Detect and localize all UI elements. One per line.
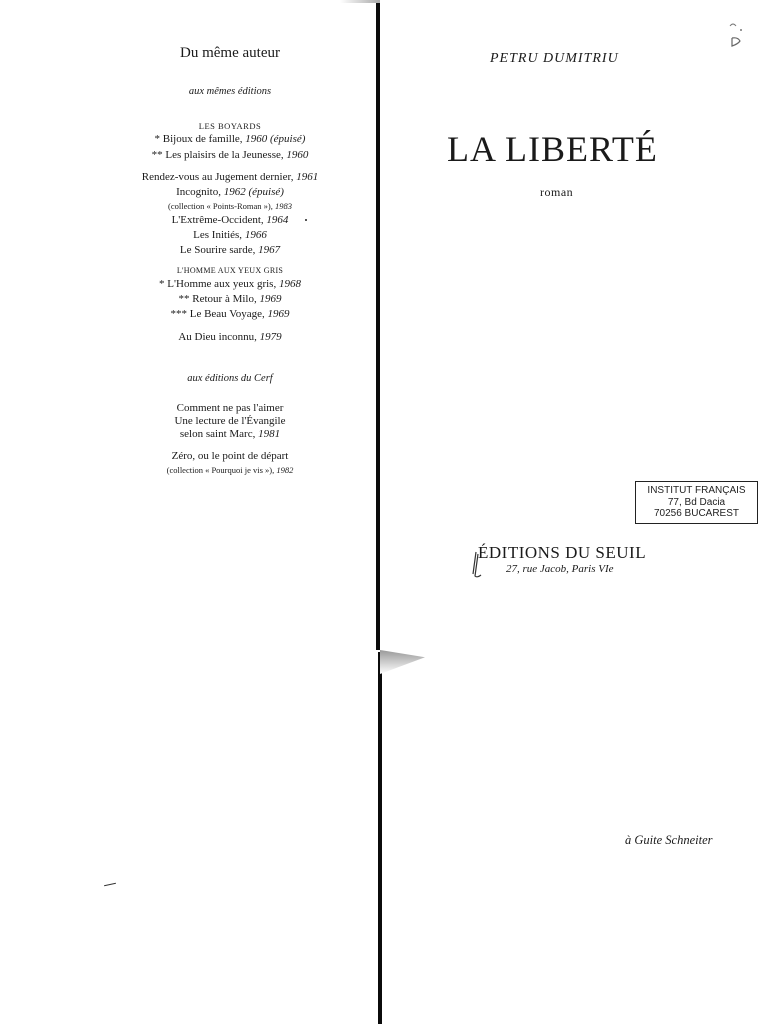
gutter-shadow <box>340 0 380 3</box>
section-title-same-editions: aux mêmes éditions <box>188 86 272 97</box>
work-item: * L'Homme aux yeux gris, 1968 <box>159 278 301 290</box>
section-title-cerf: aux éditions du Cerf <box>187 373 273 384</box>
publisher-address: 27, rue Jacob, Paris VIe <box>506 563 614 575</box>
library-stamp: INSTITUT FRANÇAIS 77, Bd Dacia 70256 BUCAREST <box>635 481 758 524</box>
group-title-homme: L'HOMME AUX YEUX GRIS <box>176 266 284 275</box>
stray-mark <box>104 883 116 886</box>
genre: roman <box>540 185 574 199</box>
collection-note: (collection « Points-Roman »), 1983 <box>168 201 292 211</box>
stray-dot <box>305 219 307 221</box>
author-name: PETRU DUMITRIU <box>490 51 619 66</box>
cerf-line: Une lecture de l'Évangile <box>174 415 286 427</box>
work-item: ** Les plaisirs de la Jeunesse, 1960 <box>151 149 309 161</box>
collection-note: (collection « Pourquoi je vis »), 1982 <box>166 465 294 475</box>
page-gutter-lower <box>378 652 382 1024</box>
publisher: ÉDITIONS DU SEUIL <box>478 543 647 562</box>
work-item: *** Le Beau Voyage, 1969 <box>170 308 290 320</box>
work-item: Incognito, 1962 (épuisé) <box>176 186 284 198</box>
work-item: ** Retour à Milo, 1969 <box>178 293 282 305</box>
cerf-line: Comment ne pas l'aimer <box>176 402 284 414</box>
cerf-line: selon saint Marc, 1981 <box>179 428 281 440</box>
heading: Du même auteur <box>180 45 280 61</box>
work-item: Au Dieu inconnu, 1979 <box>178 331 282 343</box>
group-title-boyards: LES BOYARDS <box>198 121 262 131</box>
work-item: Les Initiés, 1966 <box>193 229 267 241</box>
page-gutter-upper <box>376 0 380 650</box>
work-item: Le Sourire sarde, 1967 <box>179 244 281 256</box>
work-item: L'Extrême-Occident, 1964 <box>171 214 289 226</box>
pencil-mark-icon <box>724 16 746 48</box>
work-item: Zéro, ou le point de départ <box>171 450 289 462</box>
dedication: à Guite Schneiter <box>625 833 713 847</box>
work-item: Rendez-vous au Jugement dernier, 1961 <box>141 171 319 183</box>
page-fold-shadow <box>380 650 425 674</box>
work-item: * Bijoux de famille, 1960 (épuisé) <box>154 133 306 145</box>
book-title: LA LIBERTÉ <box>447 129 658 169</box>
